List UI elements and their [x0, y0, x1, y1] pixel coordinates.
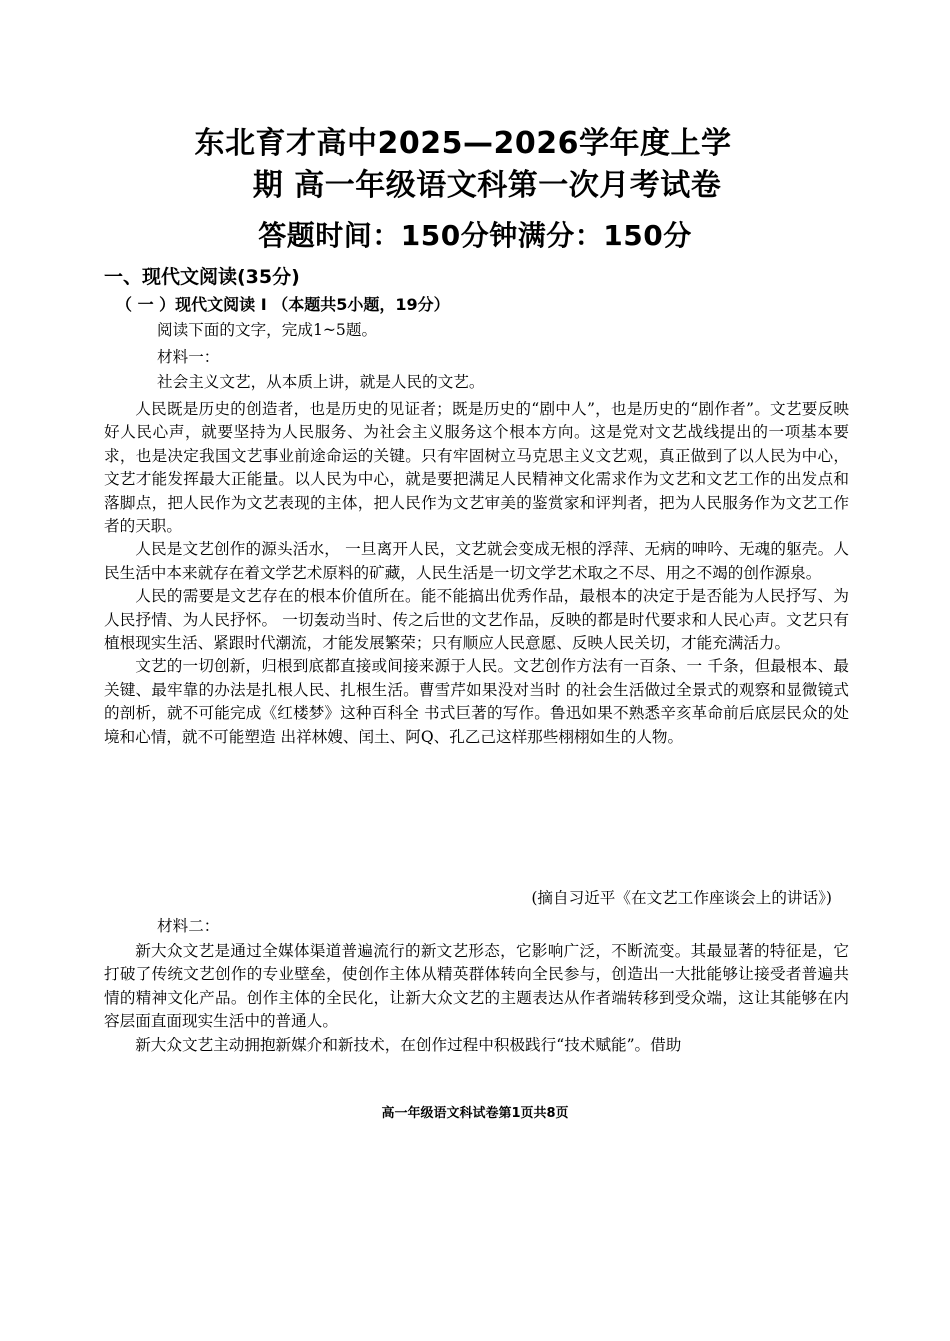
section-subheading: （ 一 ）现代文阅读 I （本题共5小题，19分） — [116, 295, 450, 314]
exam-title-line2: 期 高一年级语文科第一次月考试卷 — [252, 168, 722, 203]
material2-paragraph-1: 新大众文艺是通过全媒体渠道普遍流行的新文艺形态，它影响广泛，不断流变。其最显著的特征是，它打破了传统文艺创作的专业壁垒，使创作主体从精英群体转向全民参与，创造出一大批能够让接受者普遍共情的精神文化产品。创作主体的全民化，让新大众文艺的主题表达从作者端转移到受众端，这让其能够在内容层面直面现实生活中的普通人。 — [104, 942, 849, 1031]
material1-paragraph-4: 文艺的一切创新，归根到底都直接或间接来源于人民。文艺创作方法有一百条、一 千条，但最根本、最关键、最牢靠的办法是扎根人民、扎根生活。曹雪芹如果没对当时 的社会生活做过全景式的观察和显微镜式的剖析，就不可能完成《红楼梦》这种百科全 书式巨著的写作。鲁迅如果不熟悉辛亥革命前后底层民众的处境和心情，就不可能塑造 出祥林嫂、闰土、阿Q、孔乙己这样那些栩栩如生的人物。 — [104, 657, 849, 746]
material1-paragraph-3: 人民的需要是文艺存在的根本价值所在。能不能搞出优秀作品，最根本的决定于是否能为人民抒写、为人民抒情、为人民抒怀。 一切轰动当时、传之后世的文艺作品，反映的都是时代要求和人民心声。文艺只有植根现实生活、紧跟时代潮流，才能发展繁荣；只有顺应人民意愿、反映人民关切，才能充满活力。 — [104, 587, 849, 653]
material2-body — [104, 940, 849, 1057]
material1-source: (摘自习近平《在文艺工作座谈会上的讲话》) — [531, 889, 832, 907]
material2-paragraph-2: 新大众文艺主动拥抱新媒介和新技术，在创作过程中积极践行“技术赋能”。借助 — [135, 1035, 682, 1054]
section-heading: 一、现代文阅读(35分) — [104, 266, 300, 288]
material1-body — [104, 398, 849, 749]
page-footer: 高一年级语文科试卷第1页共8页 — [381, 1106, 569, 1121]
material1-paragraph-2: 人民是文艺创作的源头活水， 一旦离开人民，文艺就会变成无根的浮萍、无病的呻吟、无魂的躯壳。人民生活中本来就存在着文学艺术原料的矿藏，人民生活是一切文学艺术取之不尽、用之不竭的创作源泉。 — [104, 540, 849, 582]
material1-label: 材料一： — [157, 348, 220, 366]
material1-first-line: 社会主义文艺，从本质上讲，就是人民的文艺。 — [157, 373, 485, 391]
material2-label: 材料二： — [157, 917, 220, 935]
exam-time-score: 答题时间：150分钟满分：150分 — [258, 219, 692, 252]
instruction-text: 阅读下面的文字，完成1~5题。 — [157, 321, 378, 339]
material1-paragraph-1: 人民既是历史的创造者，也是历史的见证者；既是历史的“剧中人”，也是历史的“剧作者”。文艺要反映好人民心声，就要坚持为人民服务、为社会主义服务这个根本方向。这是党对文艺战线提出的一项基本要求，也是决定我国文艺事业前途命运的关键。只有牢固树立马克思主义文艺观，真正做到了以人民为中心，文艺才能发挥最大正能量。以人民为中心，就是要把满足人民精神文化需求作为文艺和文艺工作的出发点和落脚点，把人民作为文艺表现的主体，把人民作为文艺审美的鉴赏家和评判者，把为人民服务作为文艺工作者的天职。 — [104, 400, 849, 536]
exam-title-line1: 东北育才高中2025—2026学年度上学 — [194, 126, 732, 161]
